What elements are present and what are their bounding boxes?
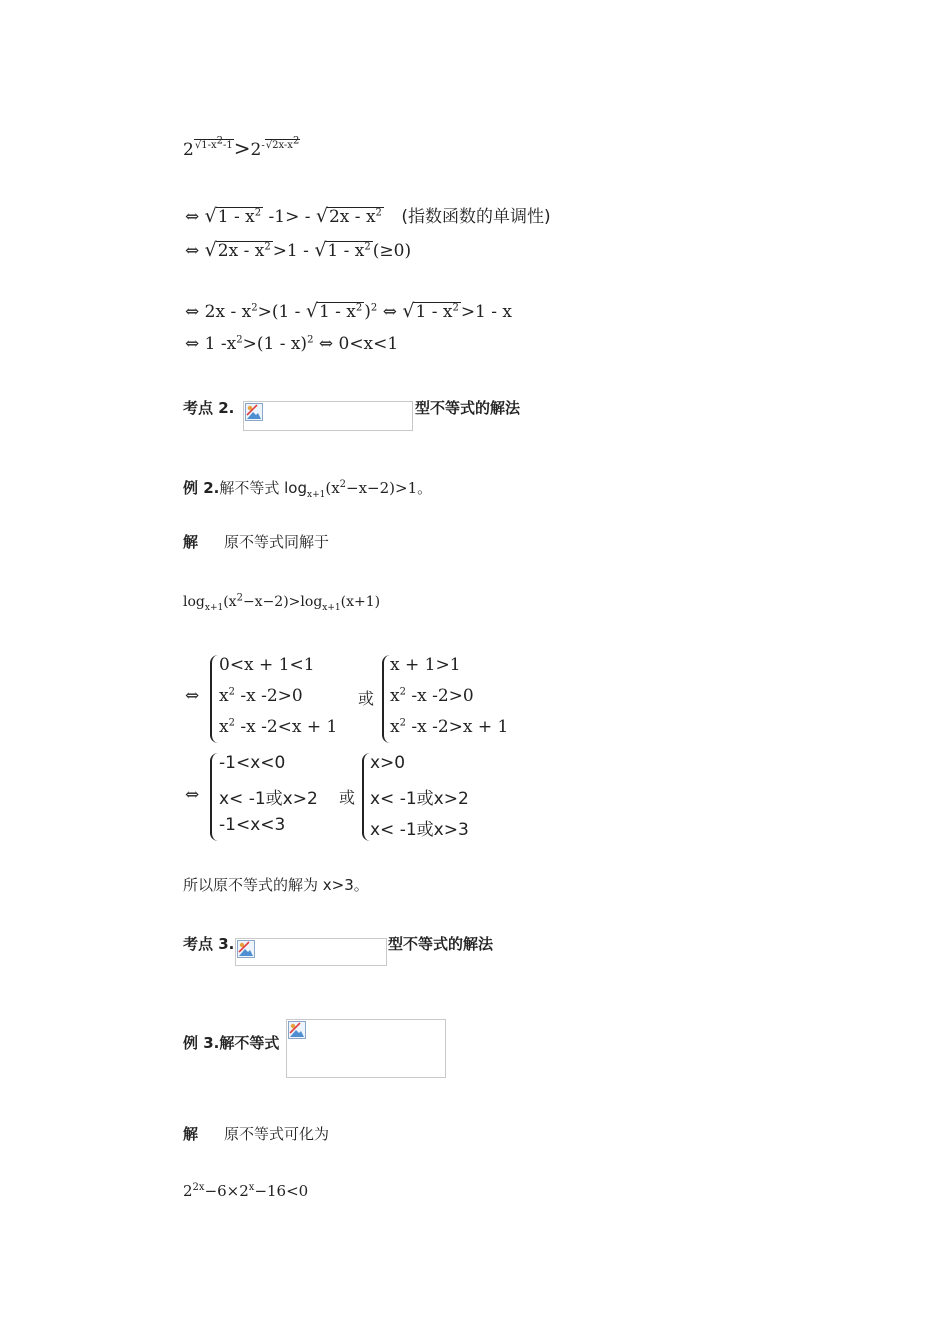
or-label: 或 — [339, 788, 356, 807]
system-1-left-row: 0<x + 1<1 — [219, 655, 315, 675]
or-label: 或 — [358, 689, 375, 708]
formula-line-1: $2^{√1-x^2-1}>2^{-√2x-x^2}$ — [183, 136, 300, 160]
formula-line-7: $2^{2x}-6\times 2^x-16<0$ — [183, 1182, 309, 1200]
system-2-right-row: x< -1或x>2 — [370, 789, 469, 809]
iff-sign: ⇔ — [185, 686, 200, 706]
formula-log: $\log_{x+1}(x^2-x-2)>\log_{x+1}(x+1)$ — [183, 592, 381, 613]
example-2: 例 2.解不等式 $\log_{x+1}(x^2-x-2)>1$。 — [183, 479, 433, 500]
system-1-left-row: $x^2$ -x -2>0 — [219, 686, 303, 706]
system-2-left-row: x< -1或x>2 — [219, 789, 318, 809]
brace — [210, 655, 218, 743]
system-1-right-row: $x^2$ -x -2>0 — [390, 686, 474, 706]
kaodian-3-suffix: 型不等式的解法 — [388, 935, 494, 953]
brace — [382, 655, 390, 743]
system-2-right-row: x>0 — [370, 753, 406, 773]
kaodian-3-label: 考点 3. — [183, 935, 235, 953]
kaodian-2-suffix: 型不等式的解法 — [415, 399, 521, 417]
broken-image-icon — [237, 940, 255, 958]
formula-line-2: ⇔ $√1 - x^2$ $-1> - √2x - x^2$ (指数函数的单调性) — [185, 205, 551, 227]
formula-line-3: ⇔ $√2x - x^2 >1 - √1 - x^2$ (≥0) — [185, 239, 412, 261]
system-1-left-row: $x^2$ -x -2<x + 1 — [219, 717, 338, 737]
solution-2: 解 原不等式同解于 — [183, 533, 330, 551]
broken-image — [243, 401, 413, 431]
broken-image — [286, 1019, 446, 1078]
formula-line-4: ⇔ $2x - x^2>(1 - √1 - x^2$ )$^2$ ⇔ $√1 - x^2 >1 - x$ — [185, 300, 513, 322]
example-3: 例 3.解不等式 — [183, 1034, 280, 1052]
broken-image — [235, 938, 387, 966]
brace — [210, 753, 218, 841]
system-1-right-row: $x^2$ -x -2>x + 1 — [390, 717, 509, 737]
system-2-left-row: -1<x<0 — [219, 753, 286, 773]
gt-sign: > — [233, 136, 251, 160]
base: 2 — [183, 140, 194, 160]
system-2-left-row: -1<x<3 — [219, 815, 286, 835]
brace — [362, 753, 370, 841]
broken-image-icon — [288, 1021, 306, 1039]
kaodian-2-label: 考点 2. — [183, 399, 235, 417]
iff-sign: ⇔ — [185, 785, 200, 805]
broken-image-icon — [245, 403, 263, 421]
note: (指数函数的单调性) — [401, 207, 551, 227]
system-1-right-row: x + 1>1 — [390, 655, 461, 675]
formula-line-5: ⇔ 1 $-x^2>(1 - x)^2$ ⇔ 0<x<1 — [185, 334, 399, 354]
system-2-right-row: x< -1或x>3 — [370, 820, 469, 840]
solution-3: 解 原不等式可化为 — [183, 1125, 330, 1143]
conclusion: 所以原不等式的解为 x>3。 — [183, 876, 369, 894]
